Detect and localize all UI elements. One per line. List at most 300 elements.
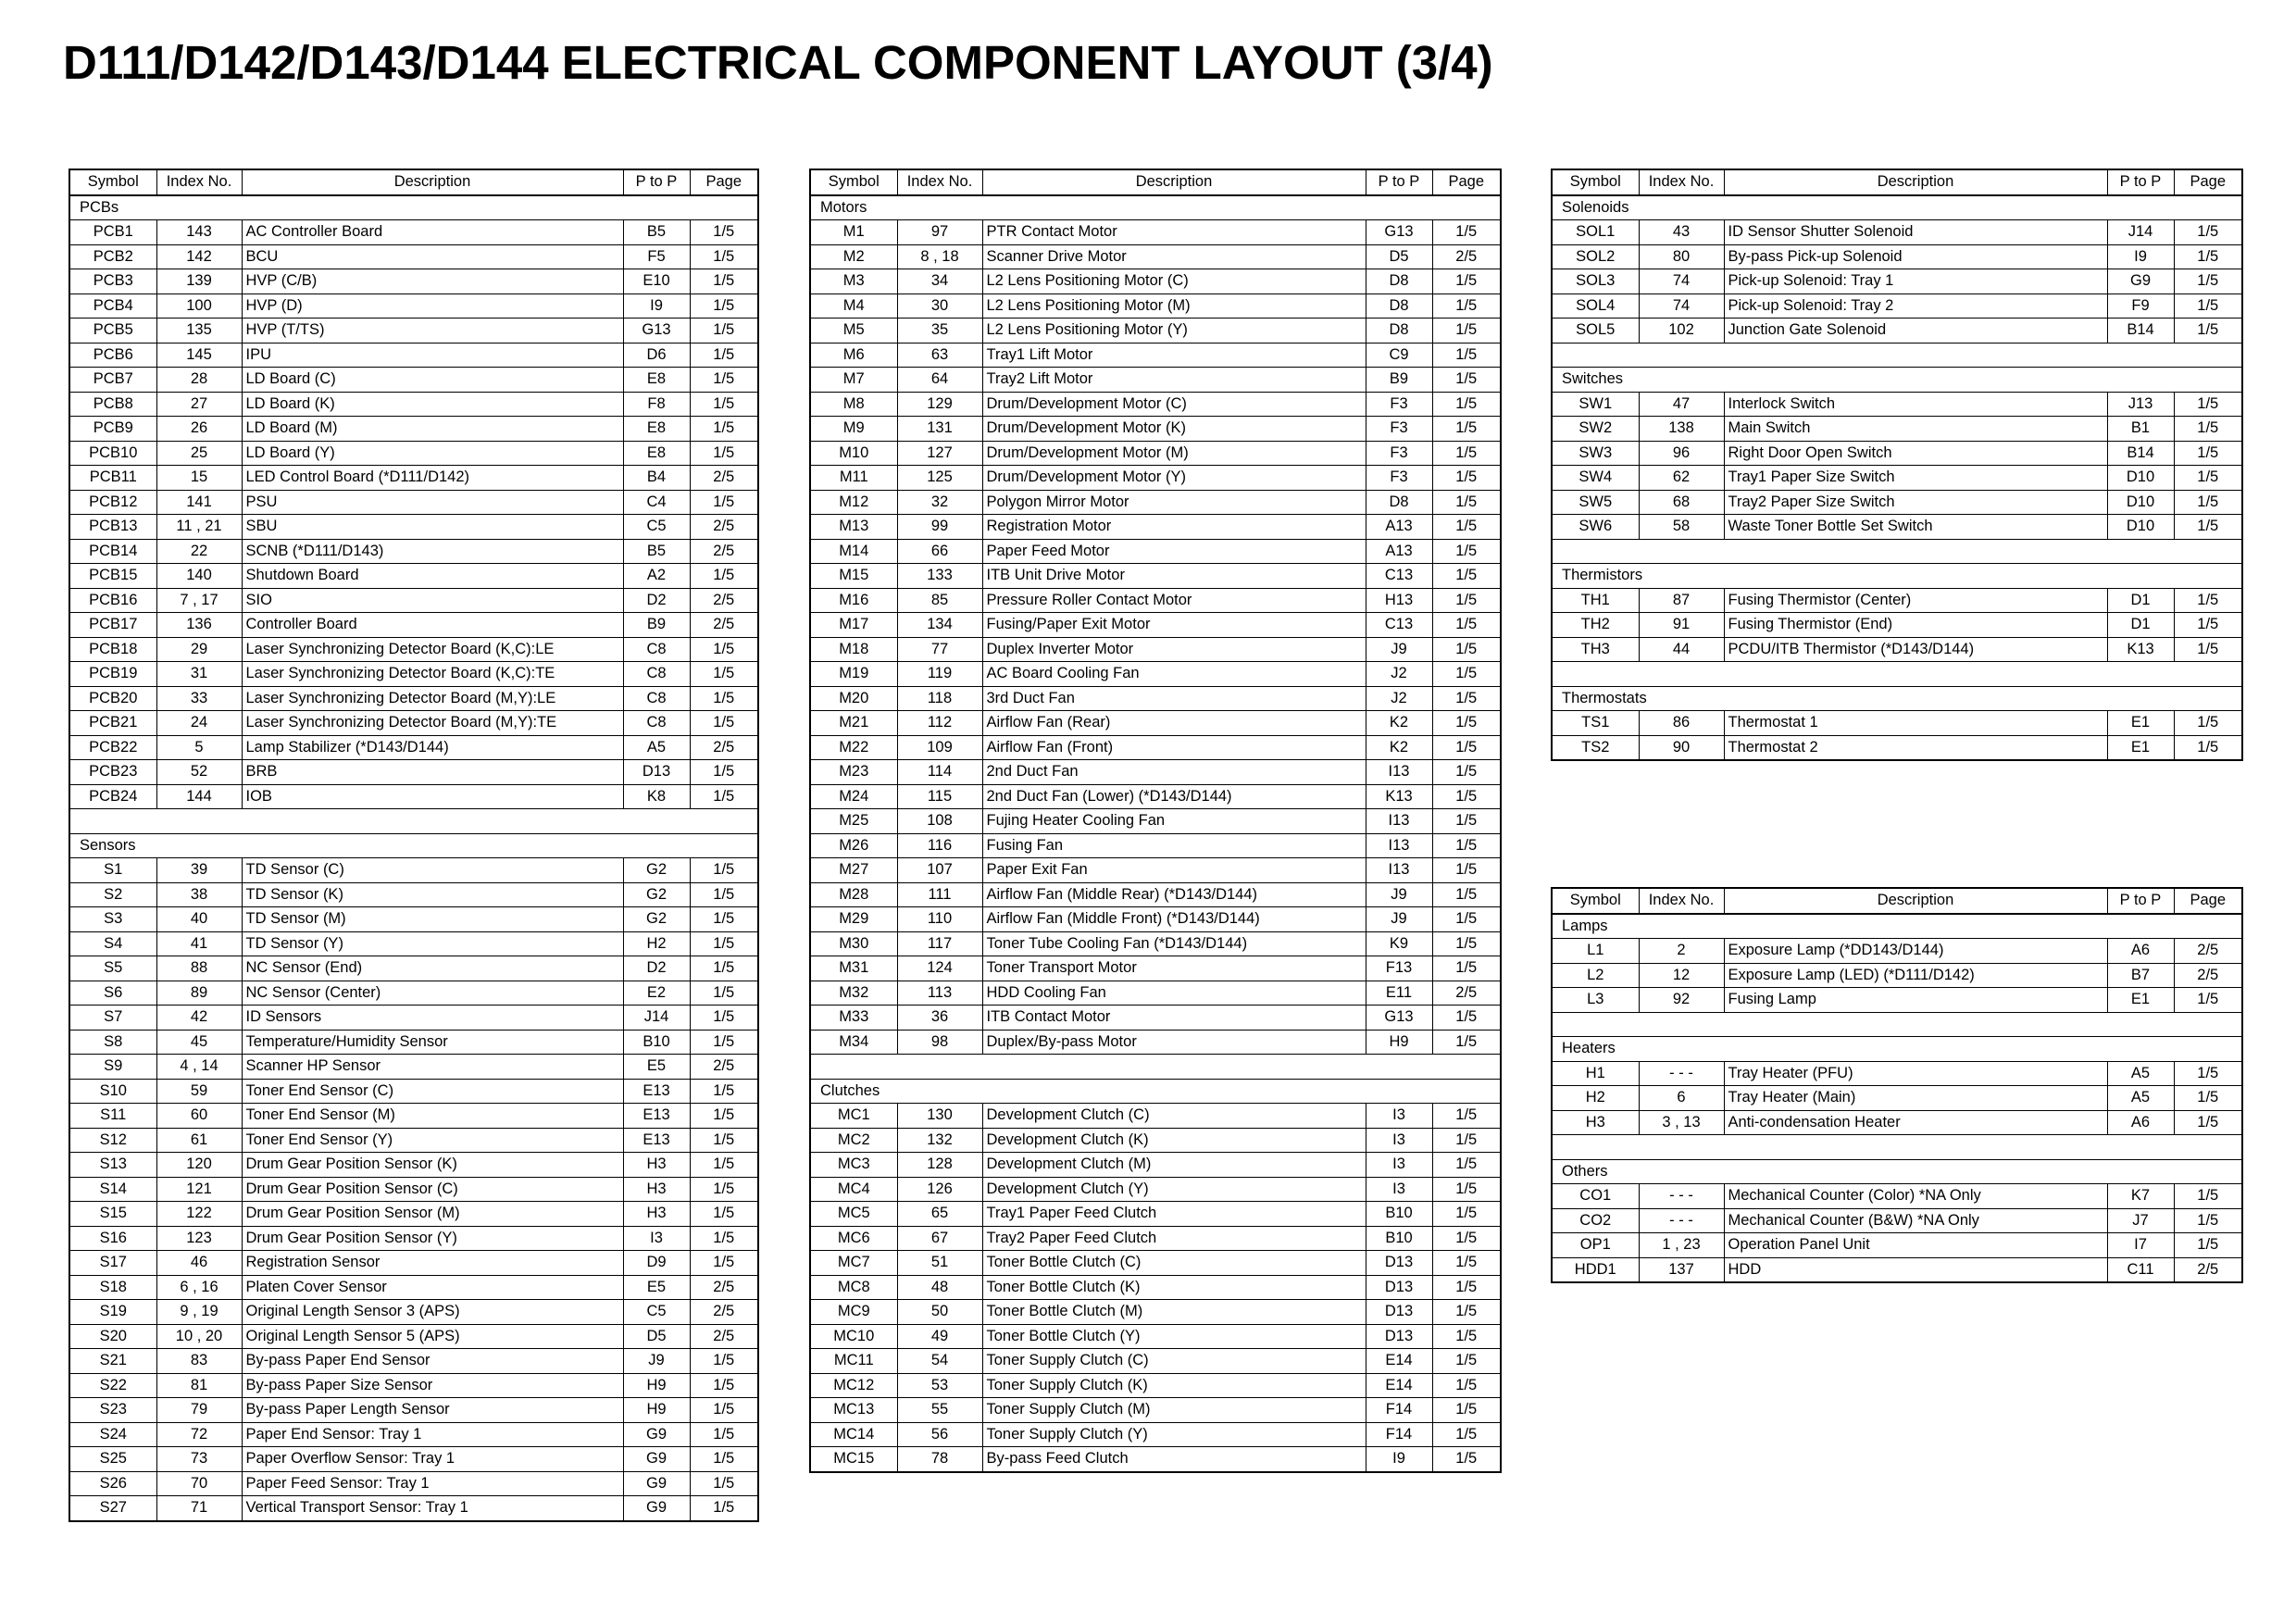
page-cell: 1/5 (1432, 1226, 1501, 1251)
p-to-p-cell: I3 (1366, 1153, 1432, 1178)
symbol-cell: SOL3 (1552, 269, 1639, 294)
table-row (1552, 319, 2242, 344)
symbol-cell: M27 (810, 858, 897, 883)
index-no-cell: 39 (156, 858, 242, 883)
table-row (1552, 988, 2242, 1013)
p-to-p-cell: H2 (623, 931, 690, 956)
symbol-cell: HDD1 (1552, 1257, 1639, 1282)
p-to-p-cell: J9 (1366, 907, 1432, 932)
section-header-row (810, 1079, 1501, 1104)
table-row (810, 294, 1501, 319)
page-cell: 1/5 (690, 662, 758, 687)
p-to-p-cell: G9 (623, 1447, 690, 1472)
p-to-p-cell: D9 (623, 1251, 690, 1276)
description-cell: Fusing Thermistor (Center) (1724, 588, 2107, 613)
symbol-cell: PCB5 (69, 319, 156, 344)
symbol-cell: MC12 (810, 1373, 897, 1398)
index-no-cell: 55 (897, 1398, 982, 1423)
p-to-p-cell: I3 (623, 1226, 690, 1251)
index-no-cell: 33 (156, 686, 242, 711)
table-row (810, 931, 1501, 956)
description-cell: TD Sensor (C) (242, 858, 623, 883)
table-row (810, 1300, 1501, 1325)
table-row (69, 637, 758, 662)
symbol-cell: M15 (810, 564, 897, 589)
index-no-cell: 74 (1639, 269, 1724, 294)
index-no-cell: 47 (1639, 392, 1724, 417)
page-cell: 1/5 (1432, 1349, 1501, 1374)
symbol-cell: SW5 (1552, 490, 1639, 515)
index-no-cell: 121 (156, 1177, 242, 1202)
table-row (810, 735, 1501, 760)
header-symbol: Symbol (1552, 888, 1639, 914)
page-cell: 1/5 (1432, 711, 1501, 736)
description-cell: Development Clutch (M) (982, 1153, 1366, 1178)
description-cell: Anti-condensation Heater (1724, 1110, 2107, 1135)
page-cell: 1/5 (690, 319, 758, 344)
table-row (1552, 515, 2242, 540)
index-no-cell: 41 (156, 931, 242, 956)
table-row (69, 760, 758, 785)
symbol-cell: M5 (810, 319, 897, 344)
page-cell: 1/5 (1432, 539, 1501, 564)
index-no-cell: 89 (156, 981, 242, 1006)
description-cell: Scanner HP Sensor (242, 1055, 623, 1080)
index-no-cell: 51 (897, 1251, 982, 1276)
index-no-cell: 11 , 21 (156, 515, 242, 540)
page-cell: 1/5 (690, 244, 758, 269)
index-no-cell: 83 (156, 1349, 242, 1374)
page-cell: 2/5 (690, 1275, 758, 1300)
table-row (810, 1324, 1501, 1349)
symbol-cell: S3 (69, 907, 156, 932)
page-cell: 1/5 (1432, 294, 1501, 319)
index-no-cell: 63 (897, 343, 982, 368)
table-row (69, 1153, 758, 1178)
index-no-cell: 62 (1639, 466, 1724, 491)
index-no-cell: 126 (897, 1177, 982, 1202)
symbol-cell: PCB11 (69, 466, 156, 491)
index-no-cell: 119 (897, 662, 982, 687)
description-cell: HVP (T/TS) (242, 319, 623, 344)
page-cell: 1/5 (1432, 515, 1501, 540)
page-cell: 1/5 (1432, 417, 1501, 442)
p-to-p-cell: H13 (1366, 588, 1432, 613)
table-row (1552, 244, 2242, 269)
description-cell: Toner Bottle Clutch (C) (982, 1251, 1366, 1276)
symbol-cell: S17 (69, 1251, 156, 1276)
page-cell: 1/5 (2174, 1110, 2242, 1135)
spacer-cell (1552, 539, 2242, 564)
page-cell: 1/5 (690, 1226, 758, 1251)
p-to-p-cell: D2 (623, 588, 690, 613)
p-to-p-cell: C13 (1366, 564, 1432, 589)
page-cell: 1/5 (2174, 392, 2242, 417)
page-cell: 1/5 (1432, 907, 1501, 932)
index-no-cell: 77 (897, 637, 982, 662)
section-header-row (1552, 1159, 2242, 1184)
description-cell: Duplex Inverter Motor (982, 637, 1366, 662)
symbol-cell: CO1 (1552, 1184, 1639, 1209)
table-row (1552, 1110, 2242, 1135)
description-cell: Thermostat 1 (1724, 711, 2107, 736)
p-to-p-cell: E1 (2107, 711, 2174, 736)
p-to-p-cell: E8 (623, 441, 690, 466)
spacer-cell (1552, 1135, 2242, 1160)
table-row (69, 515, 758, 540)
table-row (810, 1153, 1501, 1178)
table-row (810, 269, 1501, 294)
description-cell: Right Door Open Switch (1724, 441, 2107, 466)
header-symbol: Symbol (69, 169, 156, 195)
page-cell: 1/5 (2174, 269, 2242, 294)
table-row (810, 343, 1501, 368)
symbol-cell: PCB14 (69, 539, 156, 564)
table-row (69, 1104, 758, 1129)
p-to-p-cell: K2 (1366, 735, 1432, 760)
index-no-cell: 130 (897, 1104, 982, 1129)
index-no-cell: 116 (897, 833, 982, 858)
table-row (810, 882, 1501, 907)
symbol-cell: MC1 (810, 1104, 897, 1129)
page-cell: 1/5 (690, 1177, 758, 1202)
description-cell: SIO (242, 588, 623, 613)
index-no-cell: 81 (156, 1373, 242, 1398)
page-cell: 2/5 (690, 735, 758, 760)
symbol-cell: L1 (1552, 939, 1639, 964)
p-to-p-cell: I3 (1366, 1128, 1432, 1153)
index-no-cell: 54 (897, 1349, 982, 1374)
table-row (69, 1030, 758, 1055)
table-row (69, 1300, 758, 1325)
section-spacer (1552, 662, 2242, 687)
description-cell: Tray2 Lift Motor (982, 368, 1366, 393)
p-to-p-cell: I13 (1366, 809, 1432, 834)
table-row (69, 539, 758, 564)
table-row (69, 244, 758, 269)
p-to-p-cell: C8 (623, 637, 690, 662)
table-row (1552, 1184, 2242, 1209)
page-cell: 1/5 (1432, 1398, 1501, 1423)
page-cell: 2/5 (690, 1300, 758, 1325)
table-row (69, 269, 758, 294)
p-to-p-cell: J9 (623, 1349, 690, 1374)
header-symbol: Symbol (1552, 169, 1639, 195)
index-no-cell: 36 (897, 1006, 982, 1031)
index-no-cell: 1 , 23 (1639, 1233, 1724, 1258)
page-cell: 1/5 (1432, 931, 1501, 956)
table-row (69, 686, 758, 711)
p-to-p-cell: E1 (2107, 988, 2174, 1013)
symbol-cell: M31 (810, 956, 897, 981)
description-cell: HDD (1724, 1257, 2107, 1282)
table-row (810, 1349, 1501, 1374)
symbol-cell: SOL2 (1552, 244, 1639, 269)
index-no-cell: 25 (156, 441, 242, 466)
symbol-cell: PCB2 (69, 244, 156, 269)
index-no-cell: 46 (156, 1251, 242, 1276)
index-no-cell: 88 (156, 956, 242, 981)
page-cell: 1/5 (2174, 244, 2242, 269)
table-row (1552, 711, 2242, 736)
p-to-p-cell: E13 (623, 1128, 690, 1153)
symbol-cell: S24 (69, 1422, 156, 1447)
index-no-cell: 141 (156, 490, 242, 515)
p-to-p-cell: F8 (623, 392, 690, 417)
description-cell: Paper Feed Sensor: Tray 1 (242, 1471, 623, 1496)
table-row (69, 1447, 758, 1472)
symbol-cell: MC7 (810, 1251, 897, 1276)
index-no-cell: 143 (156, 220, 242, 245)
table-row (1552, 588, 2242, 613)
table-row (69, 735, 758, 760)
p-to-p-cell: D8 (1366, 319, 1432, 344)
page-cell: 1/5 (690, 1349, 758, 1374)
section-title: Sensors (69, 833, 758, 858)
index-no-cell: 24 (156, 711, 242, 736)
description-cell: Tray2 Paper Feed Clutch (982, 1226, 1366, 1251)
symbol-cell: PCB3 (69, 269, 156, 294)
index-no-cell: 64 (897, 368, 982, 393)
p-to-p-cell: D5 (1366, 244, 1432, 269)
p-to-p-cell: G13 (1366, 220, 1432, 245)
header-index-no: Index No. (1639, 888, 1724, 914)
p-to-p-cell: D10 (2107, 466, 2174, 491)
description-cell: IPU (242, 343, 623, 368)
page-cell: 1/5 (690, 1447, 758, 1472)
p-to-p-cell: J14 (2107, 220, 2174, 245)
index-no-cell: 12 (1639, 963, 1724, 988)
p-to-p-cell: I3 (1366, 1104, 1432, 1129)
section-header-row (1552, 914, 2242, 939)
section-spacer (69, 809, 758, 834)
page-cell: 1/5 (1432, 1006, 1501, 1031)
description-cell: Drum/Development Motor (Y) (982, 466, 1366, 491)
page-cell: 1/5 (690, 564, 758, 589)
index-no-cell: 138 (1639, 417, 1724, 442)
index-no-cell: 58 (1639, 515, 1724, 540)
index-no-cell: 91 (1639, 613, 1724, 638)
page-cell: 1/5 (690, 711, 758, 736)
description-cell: HVP (D) (242, 294, 623, 319)
table-row (810, 809, 1501, 834)
symbol-cell: M13 (810, 515, 897, 540)
symbol-cell: S23 (69, 1398, 156, 1423)
description-cell: L2 Lens Positioning Motor (C) (982, 269, 1366, 294)
table-header-row (1552, 888, 2242, 914)
index-no-cell: 137 (1639, 1257, 1724, 1282)
symbol-cell: PCB9 (69, 417, 156, 442)
page-cell: 1/5 (690, 1398, 758, 1423)
index-no-cell: 122 (156, 1202, 242, 1227)
table-row (69, 294, 758, 319)
table-row (69, 1226, 758, 1251)
page-cell: 1/5 (690, 882, 758, 907)
p-to-p-cell: K13 (1366, 784, 1432, 809)
description-cell: Airflow Fan (Middle Rear) (*D143/D144) (982, 882, 1366, 907)
page-cell: 1/5 (1432, 686, 1501, 711)
page-cell: 1/5 (690, 1471, 758, 1496)
description-cell: By-pass Paper End Sensor (242, 1349, 623, 1374)
symbol-cell: PCB12 (69, 490, 156, 515)
table-row (810, 1030, 1501, 1055)
section-spacer (1552, 343, 2242, 368)
index-no-cell: 142 (156, 244, 242, 269)
description-cell: Toner Tube Cooling Fan (*D143/D144) (982, 931, 1366, 956)
page-cell: 1/5 (690, 368, 758, 393)
page-cell: 1/5 (690, 1153, 758, 1178)
index-no-cell: 52 (156, 760, 242, 785)
page-cell: 1/5 (1432, 1153, 1501, 1178)
description-cell: Tray1 Paper Size Switch (1724, 466, 2107, 491)
page-cell: 1/5 (690, 1496, 758, 1521)
p-to-p-cell: E8 (623, 368, 690, 393)
page-cell: 1/5 (690, 1422, 758, 1447)
page-cell: 1/5 (690, 294, 758, 319)
spacer-cell (1552, 1012, 2242, 1037)
p-to-p-cell: B9 (1366, 368, 1432, 393)
description-cell: Registration Sensor (242, 1251, 623, 1276)
index-no-cell: 66 (897, 539, 982, 564)
index-no-cell: 98 (897, 1030, 982, 1055)
symbol-cell: S5 (69, 956, 156, 981)
table-header-row (810, 169, 1501, 195)
symbol-cell: PCB8 (69, 392, 156, 417)
p-to-p-cell: A6 (2107, 939, 2174, 964)
component-table-pcbs-sensors (69, 169, 759, 1522)
table-row (69, 931, 758, 956)
table-row (1552, 294, 2242, 319)
section-title: Motors (810, 195, 1501, 220)
description-cell: BCU (242, 244, 623, 269)
description-cell: Controller Board (242, 613, 623, 638)
index-no-cell: 132 (897, 1128, 982, 1153)
table-row (810, 1006, 1501, 1031)
page-cell: 1/5 (690, 858, 758, 883)
symbol-cell: PCB20 (69, 686, 156, 711)
page-cell: 1/5 (690, 1030, 758, 1055)
description-cell: Mechanical Counter (Color) *NA Only (1724, 1184, 2107, 1209)
symbol-cell: TS2 (1552, 735, 1639, 760)
table-row (810, 833, 1501, 858)
page-cell: 1/5 (1432, 956, 1501, 981)
table-row (810, 466, 1501, 491)
page-cell: 2/5 (2174, 963, 2242, 988)
page-cell: 1/5 (1432, 1422, 1501, 1447)
table-row (810, 637, 1501, 662)
table-row (69, 441, 758, 466)
index-no-cell: 30 (897, 294, 982, 319)
p-to-p-cell: C8 (623, 711, 690, 736)
table-row (1552, 1257, 2242, 1282)
table-row (810, 441, 1501, 466)
description-cell: By-pass Paper Length Sensor (242, 1398, 623, 1423)
page-cell: 1/5 (1432, 735, 1501, 760)
p-to-p-cell: G13 (1366, 1006, 1432, 1031)
p-to-p-cell: D6 (623, 343, 690, 368)
page-cell: 1/5 (1432, 269, 1501, 294)
index-no-cell: 70 (156, 1471, 242, 1496)
table-row (69, 392, 758, 417)
index-no-cell: 78 (897, 1447, 982, 1472)
p-to-p-cell: I9 (1366, 1447, 1432, 1472)
p-to-p-cell: H9 (623, 1373, 690, 1398)
page-cell: 1/5 (690, 1104, 758, 1129)
p-to-p-cell: G9 (623, 1422, 690, 1447)
description-cell: PCDU/ITB Thermistor (*D143/D144) (1724, 637, 2107, 662)
index-no-cell: 86 (1639, 711, 1724, 736)
p-to-p-cell: D13 (1366, 1324, 1432, 1349)
p-to-p-cell: E1 (2107, 735, 2174, 760)
index-no-cell: 48 (897, 1275, 982, 1300)
p-to-p-cell: G9 (2107, 269, 2174, 294)
table-header-row (69, 169, 758, 195)
p-to-p-cell: J2 (1366, 662, 1432, 687)
symbol-cell: SOL5 (1552, 319, 1639, 344)
description-cell: Mechanical Counter (B&W) *NA Only (1724, 1208, 2107, 1233)
table-row (69, 1055, 758, 1080)
symbol-cell: M18 (810, 637, 897, 662)
table-row (69, 1251, 758, 1276)
section-spacer (810, 1055, 1501, 1080)
description-cell: Drum Gear Position Sensor (Y) (242, 1226, 623, 1251)
symbol-cell: S21 (69, 1349, 156, 1374)
symbol-cell: S18 (69, 1275, 156, 1300)
p-to-p-cell: G2 (623, 907, 690, 932)
symbol-cell: CO2 (1552, 1208, 1639, 1233)
page-cell: 1/5 (1432, 1177, 1501, 1202)
section-title: Lamps (1552, 914, 2242, 939)
table-row (810, 662, 1501, 687)
index-no-cell: 68 (1639, 490, 1724, 515)
index-no-cell: 87 (1639, 588, 1724, 613)
section-title: Solenoids (1552, 195, 2242, 220)
index-no-cell: 131 (897, 417, 982, 442)
table-row (810, 417, 1501, 442)
symbol-cell: M25 (810, 809, 897, 834)
index-no-cell: 4 , 14 (156, 1055, 242, 1080)
table-row (69, 1324, 758, 1349)
p-to-p-cell: E10 (623, 269, 690, 294)
description-cell: Drum Gear Position Sensor (K) (242, 1153, 623, 1178)
p-to-p-cell: B9 (623, 613, 690, 638)
description-cell: Toner Transport Motor (982, 956, 1366, 981)
table-row (69, 1177, 758, 1202)
table-row (69, 319, 758, 344)
index-no-cell: 90 (1639, 735, 1724, 760)
symbol-cell: MC5 (810, 1202, 897, 1227)
index-no-cell: - - - (1639, 1208, 1724, 1233)
table-row (810, 1373, 1501, 1398)
table-row (810, 515, 1501, 540)
symbol-cell: M23 (810, 760, 897, 785)
p-to-p-cell: C11 (2107, 1257, 2174, 1282)
description-cell: HDD Cooling Fan (982, 981, 1366, 1006)
table-row (810, 784, 1501, 809)
description-cell: Laser Synchronizing Detector Board (M,Y):TE (242, 711, 623, 736)
symbol-cell: S14 (69, 1177, 156, 1202)
p-to-p-cell: E8 (623, 417, 690, 442)
symbol-cell: S19 (69, 1300, 156, 1325)
symbol-cell: MC9 (810, 1300, 897, 1325)
index-no-cell: 59 (156, 1079, 242, 1104)
section-header-row (1552, 368, 2242, 393)
header-p-to-p: P to P (2107, 888, 2174, 914)
page-cell: 1/5 (690, 441, 758, 466)
description-cell: Thermostat 2 (1724, 735, 2107, 760)
p-to-p-cell: B10 (623, 1030, 690, 1055)
table-row (810, 1422, 1501, 1447)
